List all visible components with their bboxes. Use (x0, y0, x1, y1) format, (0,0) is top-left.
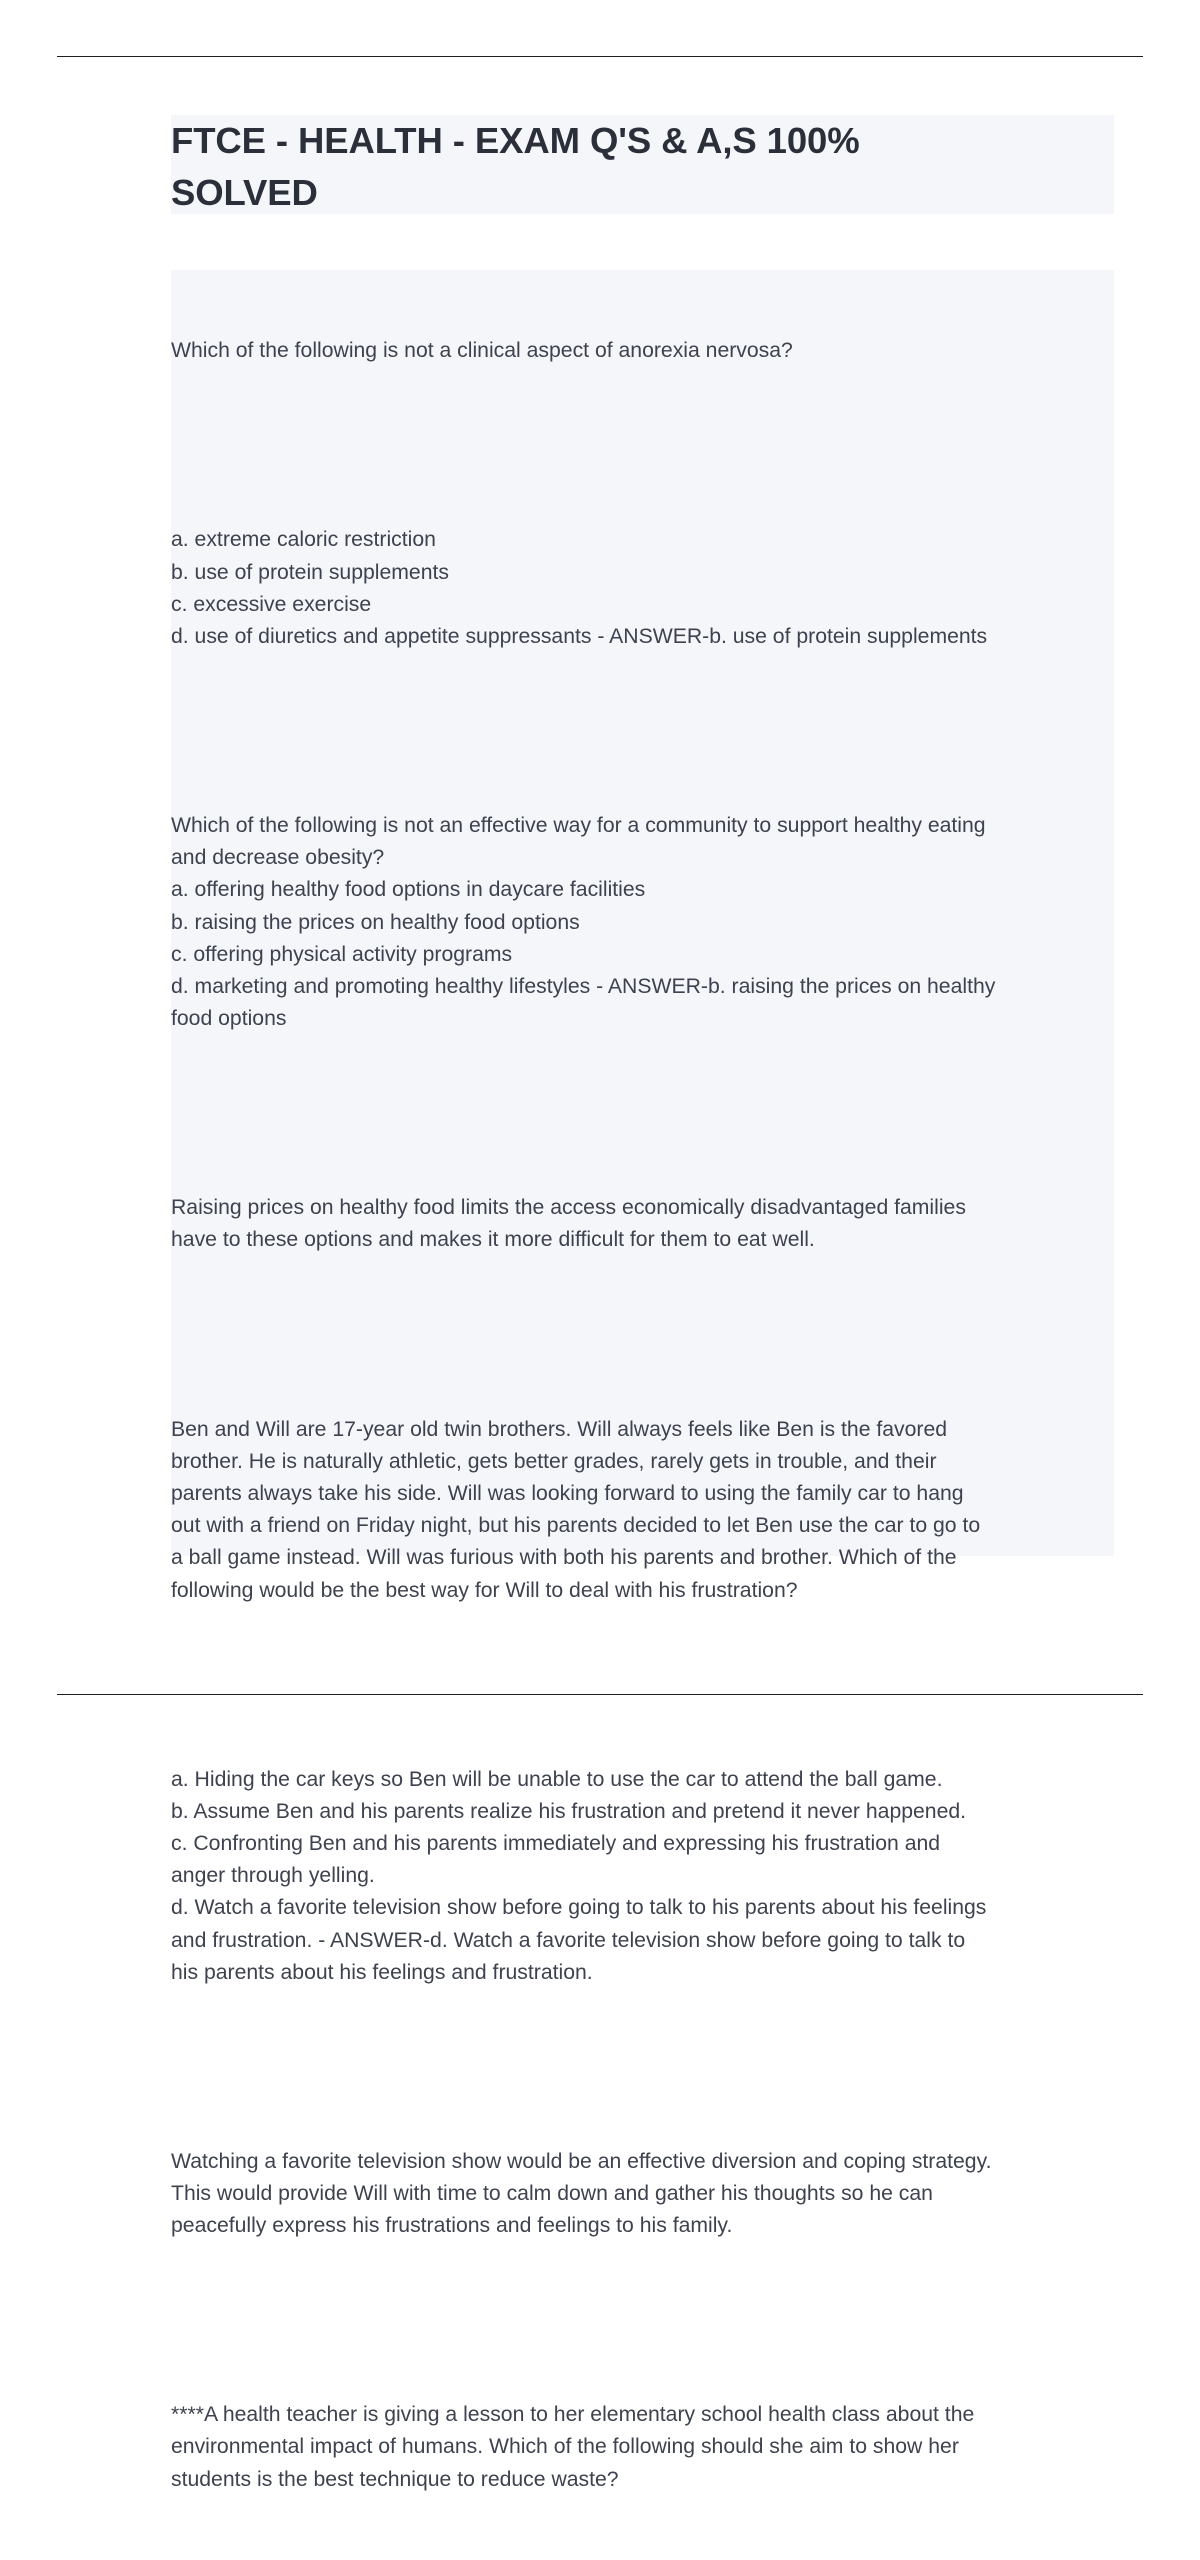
question-1-stem: Which of the following is not a clinical aspect of anorexia nervosa? (171, 339, 793, 363)
question-2: Which of the following is not an effective way for a community to support healthy eating and decrease obesity? a. offering healthy food options in daycare facilities b. raising the prices on healthy food options c. offering physical activity programs d. marketing and promoting healthy lifestyles - ANSWER-b. raising the prices on healthy food options (171, 814, 996, 1031)
question-3-explanation: Watching a favorite television show would be an effective diversion and coping strategy. This would provide Will with time to calm down and gather his thoughts so he can peacefully express his frustrations and feelings to his family. (171, 2149, 992, 2238)
title-line-1: FTCE - HEALTH - EXAM Q'S & A,S 100% (171, 120, 860, 161)
document-title (171, 115, 1114, 219)
question-3-stem: Ben and Will are 17-year old twin brothers. Will always feels like Ben is the favored brother. He is naturally athletic, gets better grades, rarely gets in trouble, and their parents always take his side. Will was looking forward to using the family car to hang out with a friend on Friday night, but his parents decided to let Ben use the car to go to a ball game instead. Will was furious with both his parents and brother. Which of the following would be the best way for Will to deal with his frustration? (171, 1417, 981, 1602)
question-3-options: a. Hiding the car keys so Ben will be unable to use the car to attend the ball game. b. Assume Ben and his parents realize his frustration and pretend it never happened. c. Confronting Ben and his parents immediately and expressing his frustration and anger through yelling. d. Watch a favorite television show before going to talk to his parents about his feelings and frustration. - ANSWER-d. Watch a favorite television show before going to talk to his parents about his feelings and frustration. (171, 1767, 987, 1984)
question-4-stem: ****A health teacher is giving a lesson to her elementary school health class about the environmental impact of humans. Which of the following should she aim to show her students is the best technique to reduce waste? (171, 2403, 975, 2491)
footer-rule (57, 1694, 1143, 1695)
title-block (171, 115, 1114, 214)
header-rule (57, 56, 1143, 57)
document-body (171, 270, 1114, 2560)
content-block (171, 270, 1114, 2491)
question-2-explanation: Raising prices on healthy food limits the access economically disadvantaged families have to these options and makes it more difficult for them to eat well. (171, 1196, 966, 1252)
question-1-options: a. extreme caloric restriction b. use of protein supplements c. excessive exercise d. use of diuretics and appetite suppressants - ANSWER-b. use of protein supplements (171, 528, 988, 649)
title-line-2: SOLVED (171, 172, 318, 213)
